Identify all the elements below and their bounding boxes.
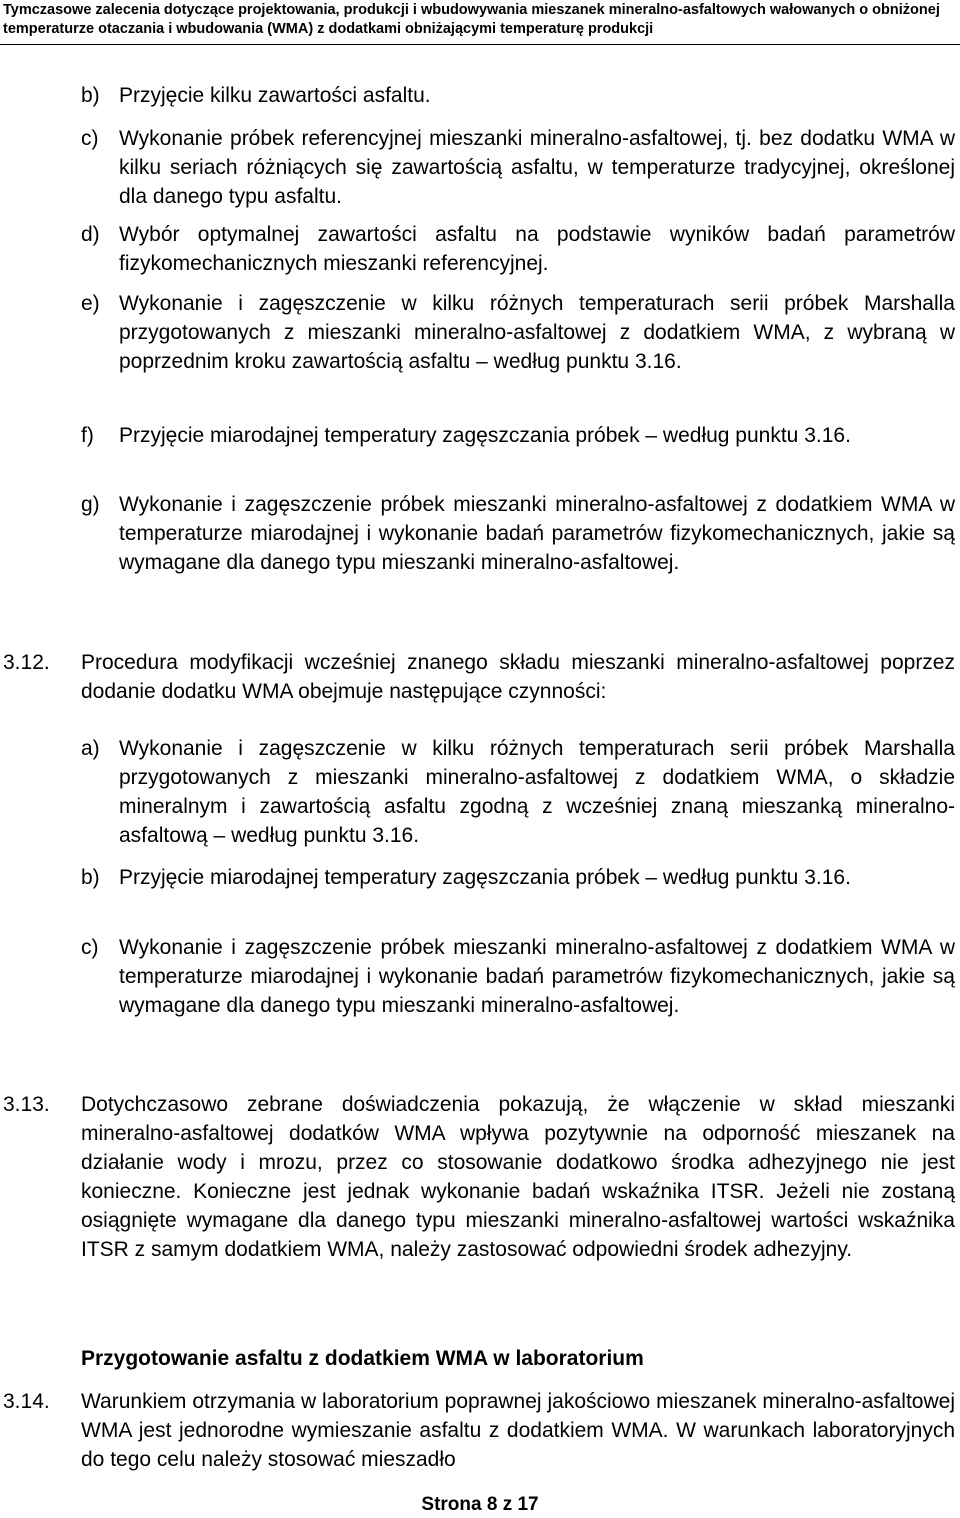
list-label: f) [81, 424, 94, 447]
page-header [0, 0, 960, 48]
section-heading: Przygotowanie asfaltu z dodatkiem WMA w laboratorium [81, 1347, 644, 1370]
section-number: 3.14. [3, 1390, 50, 1413]
list-text: Przyjęcie kilku zawartości asfaltu. [119, 84, 431, 107]
list-text: Wykonanie i zagęszczenie w kilku różnych temperaturach serii próbek Marshalla przygotowanych z mieszanki mineralno-asfaltowej z dodatkiem WMA, o składzie mineralnym i zawartością asfaltu zgodną z wcześniej znaną mieszanką mineralno-asfaltową – według punktu 3.16. [119, 737, 955, 847]
list2-item-b [81, 863, 955, 892]
header-line-2: temperaturze otaczania i wbudowania (WMA) z dodatkami obniżającymi temperaturę produkcji [3, 21, 654, 37]
list-text: Wykonanie próbek referencyjnej mieszanki mineralno-asfaltowej, tj. bez dodatku WMA w kilku seriach różniących się zawartością asfaltu, w temperaturze tradycyjnej, określonej dla danego typu asfaltu. [119, 127, 955, 208]
section-text: Dotychczasowo zebrane doświadczenia pokazują, że włączenie w skład mieszanki mineralno-asfaltowej dodatków WMA wpływa pozytywnie na odporność mieszanek na działanie wody i mrozu, przez co stosowanie dodatkowo środka adhezyjnego nie jest konieczne. Konieczne jest jednak wykonanie badań wskaźnika ITSR. Jeżeli nie zostaną osiągnięte wymagane dla danego typu mieszanki mineralno-asfaltowej wartości wskaźnika ITSR z samym dodatkiem WMA, należy zastosować odpowiedni środek adhezyjny. [81, 1093, 955, 1261]
list-text: Przyjęcie miarodajnej temperatury zagęszczania próbek – według punktu 3.16. [119, 424, 851, 447]
section-number: 3.13. [3, 1093, 50, 1116]
header-rule [0, 44, 960, 45]
list-text: Wykonanie i zagęszczenie próbek mieszanki mineralno-asfaltowej z dodatkiem WMA w temperaturze miarodajnej i wykonanie badań parametrów fizykomechanicznych, jakie są wymagane dla danego typu mieszanki mineralno-asfaltowej. [119, 936, 955, 1017]
section-number: 3.12. [3, 651, 50, 674]
section-text: Warunkiem otrzymania w laboratorium poprawnej jakościowo mieszanek mineralno-asfaltowej WMA jest jednorodne wymieszanie asfaltu z dodatkiem WMA. W warunkach laboratoryjnych do tego celu należy stosować mieszadło [81, 1390, 955, 1471]
list-item-g [81, 490, 955, 577]
header-line-1: Tymczasowe zalecenia dotyczące projektowania, produkcji i wbudowywania mieszanek mineralno-asfaltowych wałowanych o obniżonej [3, 2, 940, 18]
list-label: c) [81, 936, 99, 959]
list-item-e [81, 289, 955, 376]
section-text: Procedura modyfikacji wcześniej znanego składu mieszanki mineralno-asfaltowej poprzez dodanie dodatku WMA obejmuje następujące czynności: [81, 651, 955, 703]
list-label: d) [81, 223, 100, 246]
section-3-13 [3, 1090, 955, 1264]
list-text: Wykonanie i zagęszczenie w kilku różnych temperaturach serii próbek Marshalla przygotowanych z mieszanki mineralno-asfaltowej z dodatkiem WMA, z wybraną w poprzednim kroku zawartością asfaltu – według punktu 3.16. [119, 292, 955, 373]
list-item-b [81, 81, 955, 110]
list2-item-c [81, 933, 955, 1020]
list-text: Przyjęcie miarodajnej temperatury zagęszczania próbek – według punktu 3.16. [119, 866, 851, 889]
list-label: b) [81, 866, 100, 889]
section-3-14 [3, 1387, 955, 1474]
list-text: Wykonanie i zagęszczenie próbek mieszanki mineralno-asfaltowej z dodatkiem WMA w temperaturze miarodajnej i wykonanie badań parametrów fizykomechanicznych, jakie są wymagane dla danego typu mieszanki mineralno-asfaltowej. [119, 493, 955, 574]
list-label: a) [81, 737, 100, 760]
list2-item-a [81, 734, 955, 850]
list-label: b) [81, 84, 100, 107]
list-item-f [81, 421, 955, 450]
page-footer: Strona 8 z 17 [421, 1494, 539, 1515]
list-item-d [81, 220, 955, 278]
list-label: g) [81, 493, 100, 516]
list-text: Wybór optymalnej zawartości asfaltu na podstawie wyników badań parametrów fizykomechanicznych mieszanki referencyjnej. [119, 223, 955, 275]
section-3-12 [3, 648, 955, 706]
list-label: c) [81, 127, 99, 150]
list-item-c [81, 124, 955, 211]
list-label: e) [81, 292, 100, 315]
